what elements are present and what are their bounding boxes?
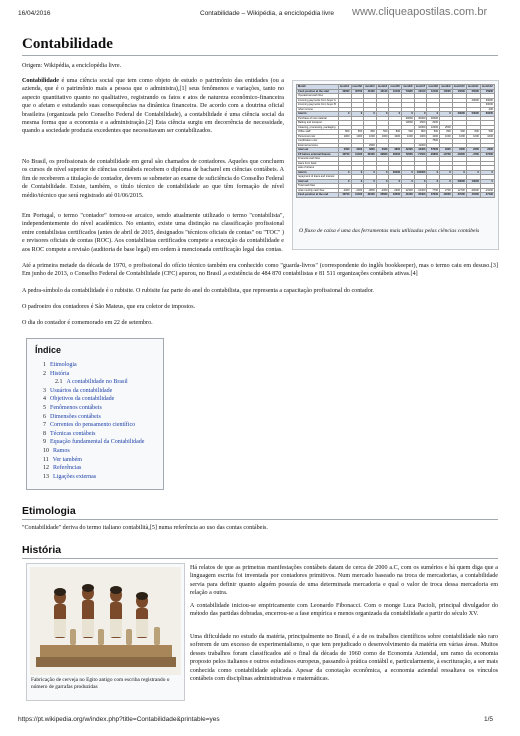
cashflow-cell: 500 bbox=[427, 130, 440, 135]
cashflow-header-cell: month10 bbox=[453, 85, 465, 88]
cashflow-cell: 33500 bbox=[389, 193, 402, 198]
cashflow-row-label: External services bbox=[297, 143, 339, 148]
cashflow-cell: 40700 bbox=[351, 89, 364, 94]
cashflow-cell: 800 bbox=[389, 130, 402, 135]
cashflow-cell: 0 bbox=[402, 112, 415, 117]
footer-url: https://pt.wikipedia.org/w/index.php?title=Contabilidade&printable=yes bbox=[18, 716, 220, 723]
cashflow-table-wrap bbox=[296, 84, 495, 198]
toc-item-number: 2 bbox=[43, 370, 46, 377]
cashflow-cell: 2300 bbox=[480, 148, 494, 153]
toc-item[interactable] bbox=[43, 464, 163, 473]
cashflow-figure bbox=[292, 80, 499, 250]
cashflow-row-label: Operational cash flow bbox=[297, 94, 339, 99]
toc-item-link[interactable]: Equação fundamental da Contabilidade bbox=[50, 439, 145, 446]
cashflow-cell: 0 bbox=[376, 112, 389, 117]
toc-item-number: 1 bbox=[43, 362, 46, 368]
cashflow-cell: 38100 bbox=[364, 193, 377, 198]
cashflow-cell: 0 bbox=[364, 179, 377, 184]
cashflow-cell: 36300 bbox=[389, 152, 402, 157]
cashflow-cell: 2500 bbox=[440, 125, 453, 130]
cashflow-cell: 37000 bbox=[452, 193, 466, 198]
toc-item-link[interactable]: Objetivos da contabilidade bbox=[50, 396, 115, 403]
cashflow-cell: 72600 bbox=[402, 152, 415, 157]
footer-page-number: 1/5 bbox=[484, 716, 494, 723]
cashflow-cell: 0 bbox=[452, 170, 466, 175]
cashflow-cell: 45200 bbox=[466, 193, 480, 198]
cashflow-cell: 41900 bbox=[364, 89, 377, 94]
cashflow-cell: 0 bbox=[402, 179, 415, 184]
cashflow-cell: 40000 bbox=[338, 89, 351, 94]
cashflow-cell: 10000 bbox=[402, 121, 415, 126]
paragraph-dia: O dia do contador é comemorado em 22 de setembro. bbox=[22, 320, 153, 326]
cashflow-cell: 50000 bbox=[466, 112, 480, 117]
cashflow-cell: 1000 bbox=[414, 134, 427, 139]
toc-list bbox=[43, 361, 163, 481]
paragraph-brasil: No Brasil, os profissionais de contabilidade em geral são chamados de contadores. Aqueles que concluem os cursos de nível superior de ciências contábeis recebem o diploma de bacharel em ciências contábeis. A fim de receberem a titulação de contador, devem se submeter ao exame de suficiência do Conselho Federal de Contabilidade. Existe, também, o título técnico de contabilidade ao que têm formação de nível médio/técnico que será registrado até 01/06/2015. bbox=[22, 159, 284, 199]
cashflow-cell: -71500 bbox=[414, 152, 427, 157]
cashflow-cell: 100000 bbox=[414, 170, 427, 175]
cashflow-cell: 10000 bbox=[414, 125, 427, 130]
cashflow-cell: 0 bbox=[351, 170, 364, 175]
toc-item[interactable] bbox=[43, 438, 163, 447]
cashflow-row-label: Total cash flow bbox=[297, 184, 339, 189]
cashflow-cell: 15900 bbox=[480, 89, 494, 94]
cashflow-header-cell: month5 bbox=[390, 85, 400, 88]
cashflow-header-cell: month11 bbox=[467, 85, 479, 88]
cashflow-cell: 9300 bbox=[440, 148, 453, 153]
cashflow-cell: 35300 bbox=[414, 193, 427, 198]
cashflow-cell: 2300 bbox=[466, 148, 480, 153]
cashflow-cell: 800 bbox=[414, 130, 427, 135]
cashflow-cell: 3800 bbox=[364, 148, 377, 153]
cashflow-cell: 0 bbox=[440, 179, 453, 184]
cashflow-row-label: loans from bank bbox=[297, 161, 339, 166]
cashflow-cell: 0 bbox=[338, 179, 351, 184]
toc-item-link[interactable]: Técnicas contábeis bbox=[50, 430, 96, 437]
cashflow-row-label: total in bbox=[297, 170, 339, 175]
toc-title: Índice bbox=[35, 345, 62, 355]
cashflow-cell: 0 bbox=[389, 179, 402, 184]
cashflow-cell: 0 bbox=[427, 170, 440, 175]
toc-item-number: 13 bbox=[43, 473, 49, 480]
toc-item[interactable] bbox=[43, 473, 163, 482]
cashflow-cell: 0 bbox=[351, 112, 364, 117]
cashflow-cell: 1000 bbox=[351, 134, 364, 139]
cashflow-cell: 2300 bbox=[338, 148, 351, 153]
section-heading-historia: História bbox=[22, 544, 62, 556]
cashflow-cell: 12100 bbox=[414, 89, 427, 94]
cashflow-row bbox=[297, 152, 495, 157]
cashflow-cell: 20000 bbox=[452, 179, 466, 184]
toc-item[interactable] bbox=[43, 361, 163, 370]
toc-item-number: 6 bbox=[43, 413, 46, 420]
paragraph-padroeiro: O padroeiro dos contadores é São Mateus, que era coletor de impostos. bbox=[22, 304, 196, 310]
cashflow-cell: 7700 bbox=[427, 188, 440, 193]
cashflow-cell: 0 bbox=[427, 179, 440, 184]
toc-item-link[interactable]: Correntes do pensamento científico bbox=[50, 422, 136, 429]
cashflow-cell: 60200 bbox=[480, 112, 494, 117]
historia-figure bbox=[26, 563, 185, 701]
cashflow-row-label: Office staff bbox=[297, 130, 339, 135]
cashflow-header-cell: month2 bbox=[352, 85, 362, 88]
toc-item-link[interactable]: Dimensões contábeis bbox=[50, 413, 101, 420]
toc-item[interactable] bbox=[43, 456, 163, 465]
historia-paragraph-1: Há relatos de que as primeiras manifestações contábeis datam de cerca de 2000 a.C, com os sumérios e há quem diga que a linguagem escrita foi inventada por contadores primitivos. Num mercado baseado na troca de mercadorias, a contabilidade servia para definir quanto alguém possuía de uma determinada mercadoria e qual o valor de troca dessa mercadoria em relação a outra. bbox=[190, 565, 498, 597]
cashflow-cell: 20000 bbox=[452, 112, 466, 117]
cashflow-cell: 500 bbox=[402, 130, 415, 135]
cashflow-cell: 30000 bbox=[389, 170, 402, 175]
toc-item[interactable] bbox=[43, 370, 163, 379]
cashflow-cell: 42100 bbox=[376, 89, 389, 94]
toc-item[interactable] bbox=[43, 387, 163, 396]
toc-item[interactable] bbox=[43, 421, 163, 430]
cashflow-cell: 2500 bbox=[364, 143, 377, 148]
cashflow-cell: 500 bbox=[480, 130, 494, 135]
cashflow-row-label: Cash position at the end bbox=[297, 193, 339, 198]
cashflow-header-cell: month4 bbox=[377, 85, 388, 88]
cashflow-cell: 30000 bbox=[427, 116, 440, 121]
cashflow-cell: 0 bbox=[440, 112, 453, 117]
intro-paragraph bbox=[22, 77, 284, 136]
intro-bold-term: Contabilidade bbox=[22, 78, 59, 84]
cashflow-cell: -30000 bbox=[466, 188, 480, 193]
cashflow-cell: 74900 bbox=[402, 89, 415, 94]
cashflow-cell: 0 bbox=[389, 112, 402, 117]
etimologia-text: "Contabilidade" deriva do termo italiano contabilità,[5] numa referência ao uso das contas contábeis. bbox=[22, 525, 268, 531]
cashflow-cell: 1000 bbox=[338, 134, 351, 139]
toc-item-number: 11 bbox=[43, 456, 49, 463]
cashflow-cell: 2300 bbox=[452, 148, 466, 153]
cashflow-row-label: Certification cost bbox=[297, 139, 339, 144]
historia-image-caption: Fabricação de cerveja no Egito antigo com escriba registrando o número de garrafas produzidas bbox=[31, 677, 170, 690]
cashflow-cell: 16300 bbox=[414, 148, 427, 153]
toc-item-number: 2.1 bbox=[55, 379, 63, 386]
cashflow-cell: 1000 bbox=[480, 134, 494, 139]
cashflow-cell: 7500 bbox=[427, 139, 440, 144]
cashflow-cell: -3800 bbox=[364, 188, 377, 193]
cashflow-cell: 1000 bbox=[402, 134, 415, 139]
cashflow-row-label: repayment of loans and interest bbox=[297, 175, 339, 180]
cashflow-cell: 1000 bbox=[427, 134, 440, 139]
historia-paragraph-3: Uma dificuldade no estudo da matéria, principalmente no Brasil, é a de os trabalhos científicos sobre contabilidade não raro sofrerem de um excesso de experimentalismo, o que tem prejudicado o desenvolvimento da matéria em várias áreas. Muitos desses trabalhos foram classificados até o final da década de 1960 como de Economia Aziendal, um ramo da economia proposto pelos italianos e outros estudiosos europeus, passando à prática contábil e, particularmente, à escrituração, a ser mais conhecida como contabilidade aplicada. Apesar da conotação econômica, a economia aziendal ressaltava os vínculos contábeis com disciplinas administrativas e matemáticas. bbox=[190, 634, 498, 683]
table-of-contents bbox=[26, 338, 164, 490]
toc-item[interactable] bbox=[43, 413, 163, 422]
cashflow-cell: 0 bbox=[427, 112, 440, 117]
cashflow-cell: 42300 bbox=[402, 188, 415, 193]
cashflow-cell: 40700 bbox=[338, 193, 351, 198]
toc-item[interactable] bbox=[43, 430, 163, 439]
toc-item-number: 9 bbox=[43, 439, 46, 446]
cashflow-cell: 800 bbox=[466, 130, 480, 135]
cashflow-cell: 1000 bbox=[466, 134, 480, 139]
toc-item-number: 5 bbox=[43, 404, 46, 411]
toc-item-link[interactable]: Etimologia bbox=[50, 362, 77, 368]
cashflow-header-cell: month9 bbox=[441, 85, 451, 88]
cashflow-cell: 800 bbox=[364, 130, 377, 135]
cashflow-cell: 0 bbox=[338, 112, 351, 117]
cashflow-cell: 47100 bbox=[480, 193, 494, 198]
cashflow-cell: 35800 bbox=[376, 193, 389, 198]
cashflow-cell: 15000 bbox=[452, 89, 466, 94]
paragraph-decada: Até a primeira metade da década de 1970, o profissional do ofício técnico também era conhecido como "guarda-livros" (correspondente do inglês bookkeeper), mas o termo caiu em desuso.[3] Em junho de 2013, o Conselho Federal de Contabilidade (CFC) apurou, no Brasil ,a existência de 484 870 contabilistas e 81 511 organizações contábeis ativas.[4] bbox=[22, 263, 498, 278]
cashflow-row-label: total out bbox=[297, 179, 339, 184]
cashflow-cell: 12100 bbox=[427, 89, 440, 94]
cashflow-cell: 2000 bbox=[427, 121, 440, 126]
toc-item-link[interactable]: Ligações externas bbox=[53, 473, 97, 480]
cashflow-row-label: Cleaning, processing, packaging bbox=[297, 125, 339, 130]
cashflow-cell: 2700 bbox=[440, 188, 453, 193]
section-heading-etimologia: Etimologia bbox=[22, 505, 76, 517]
cashflow-cell: 20000 bbox=[466, 98, 480, 103]
print-date: 16/04/2016 bbox=[18, 10, 51, 17]
egyptian-brewing-image bbox=[30, 567, 181, 675]
cashflow-cell: 12700 bbox=[452, 188, 466, 193]
cashflow-cell: 1000 bbox=[440, 134, 453, 139]
cashflow-cell: 10000 bbox=[427, 125, 440, 130]
cashflow-cell: 0 bbox=[338, 170, 351, 175]
toc-item[interactable] bbox=[43, 378, 163, 387]
cashflow-cell: -2300 bbox=[389, 188, 402, 193]
cashflow-row-label: incoming payments from buyer B bbox=[297, 103, 339, 108]
cashflow-header-cell: month7 bbox=[415, 85, 426, 88]
toc-item-link[interactable]: Fenômenos contábeis bbox=[50, 404, 102, 411]
cashflow-row-label: sale of shares bbox=[297, 166, 339, 171]
cashflow-cell: 0 bbox=[402, 170, 415, 175]
cashflow-cell: 2300 bbox=[376, 148, 389, 153]
cashflow-cell: -16300 bbox=[414, 188, 427, 193]
cashflow-row bbox=[297, 193, 495, 198]
cashflow-cell: 0 bbox=[440, 170, 453, 175]
cashflow-cell: 1000 bbox=[376, 134, 389, 139]
cashflow-cell: 42300 bbox=[402, 148, 415, 153]
cashflow-cell: 38100 bbox=[364, 152, 377, 157]
cashflow-cell: 42000 bbox=[440, 193, 453, 198]
cashflow-cell: 500 bbox=[452, 130, 466, 135]
toc-item-link[interactable]: A contabilidade no Brasil bbox=[66, 379, 128, 386]
cashflow-cell: 30000 bbox=[480, 103, 494, 108]
cashflow-cell: -2300 bbox=[338, 188, 351, 193]
paragraph-simbolo: A pedra-símbolo da contabilidade é o rubisite. O rubisite faz parte do anel do contabilista, que representa a capacitação profissional do contador. bbox=[22, 288, 374, 294]
cashflow-cell: 0 bbox=[480, 179, 494, 184]
toc-item-link[interactable]: Ver também bbox=[52, 456, 82, 463]
cashflow-row-label: CF before external finance bbox=[297, 152, 339, 157]
cashflow-cell: 13500 bbox=[440, 89, 453, 94]
toc-item-link[interactable]: Usuários da contabilidade bbox=[50, 387, 113, 394]
cashflow-cell: 42100 bbox=[389, 89, 402, 94]
historia-paragraph-2: A contabilidade iniciou-se empiricamente com Leonardo Fibonacci. Com o monge Luca Pacioli, principal divulgador do método das partidas dobradas, encerrou-se a fase empírica e menos organizada da contabilidade a partir do século XV. bbox=[190, 603, 498, 618]
cashflow-cell: 39800 bbox=[376, 152, 389, 157]
cashflow-row-label: other income bbox=[297, 107, 339, 112]
cashflow-cell: 30000 bbox=[402, 116, 415, 121]
cashflow-header-cell: month8 bbox=[428, 85, 438, 88]
cashflow-cell: -29800 bbox=[427, 152, 440, 157]
cashflow-cell: 37000 bbox=[427, 193, 440, 198]
intro-text: é uma ciência social que tem como objeto de estudo o patrimônio das entidades (ou a azienda, que é o patrimônio mais a pessoa que o administra),[1] seus fenômenos e variações, tanto no aspecto quantitativo quanto no qualitativo, registrando os fatos e atos de natureza econômico-financeira que o afetam e estudando suas consequências na dinâmica financeira. De acordo com a doutrina oficial brasileira (organizada pelo Conselho Federal de Contabilidade), a contabilidade é uma ciência social da mesma forma que a economia e a administração.[2] Esta ciência surgiu em decorrência de necessidade, quando a sociedade produzia excedentes que necessitavam ser contabilizados. bbox=[22, 78, 284, 135]
cashflow-cell: 30000 bbox=[480, 98, 494, 103]
cashflow-cell: 0 bbox=[376, 170, 389, 175]
toc-item-number: 7 bbox=[43, 422, 46, 429]
cashflow-cell: -13700 bbox=[440, 152, 453, 157]
cashflow-row-label: Batting and transport bbox=[297, 121, 339, 126]
cashflow-cell: -21100 bbox=[480, 188, 494, 193]
cashflow-row-label: Personnel cost bbox=[297, 134, 339, 139]
cashflow-cell: 800 bbox=[338, 130, 351, 135]
cashflow-cell: 3800 bbox=[389, 148, 402, 153]
cashflow-cell: 41400 bbox=[351, 152, 364, 157]
paragraph-portugal: Em Portugal, o termo "contador" tornou-se arcaico, sendo atualmente utilizado o termo "contabilista", independentemente do nível académico. No entanto, existe uma distinção na classificação profissional entre contabilistas certificados (antes de abril de 2015, designados "técnicos oficiais de contas" ou "TOC" ) e revisores oficiais de contas (ROC). Aos contabilistas certificados compete a execução da contabilidade e aos ROC compete a revisão (auditoria de base legal) em ordem à mencionada certificação legal das contas. bbox=[22, 213, 284, 253]
cashflow-cell: 57000 bbox=[427, 148, 440, 153]
toc-item-link[interactable]: Ramos bbox=[53, 447, 70, 454]
cashflow-cell: -4700 bbox=[466, 152, 480, 157]
cashflow-cell: 41400 bbox=[351, 193, 364, 198]
cashflow-row-label: incoming payments from buyer A bbox=[297, 98, 339, 103]
cashflow-cell: 25000 bbox=[466, 89, 480, 94]
cashflow-cell: 500 bbox=[376, 130, 389, 135]
print-title: Contabilidade – Wikipédia, a enciclopédia livre bbox=[200, 10, 335, 17]
origin-note: Origem: Wikipédia, a enciclopédia livre. bbox=[22, 63, 122, 69]
cashflow-cell: 0 bbox=[414, 179, 427, 184]
cashflow-cell: 0 bbox=[364, 170, 377, 175]
cashflow-header-cell: Month bbox=[297, 85, 339, 90]
cashflow-row-label: total in bbox=[297, 112, 339, 117]
cashflow-table bbox=[296, 84, 495, 198]
cashflow-cell: 10000 bbox=[466, 179, 480, 184]
toc-item[interactable] bbox=[43, 404, 163, 413]
cashflow-cell: 0 bbox=[364, 112, 377, 117]
cashflow-header-cell: month6 bbox=[403, 85, 413, 88]
toc-item-number: 12 bbox=[43, 465, 49, 472]
toc-item[interactable] bbox=[43, 447, 163, 456]
toc-item-number: 8 bbox=[43, 430, 46, 437]
cashflow-cell: 41600 bbox=[402, 193, 415, 198]
cashflow-row-label: Purchase of raw material bbox=[297, 116, 339, 121]
cashflow-cell: 0 bbox=[351, 179, 364, 184]
cashflow-cell: 800 bbox=[440, 130, 453, 135]
etimologia-divider bbox=[22, 519, 498, 520]
cashflow-cell: -2300 bbox=[376, 188, 389, 193]
toc-item-link[interactable]: Referências bbox=[53, 465, 82, 472]
cashflow-row-label: Financial cash flow bbox=[297, 157, 339, 162]
cashflow-cell: 30000 bbox=[414, 116, 427, 121]
historia-divider bbox=[22, 558, 498, 559]
cashflow-header-cell: month3 bbox=[365, 85, 375, 88]
toc-item[interactable] bbox=[43, 395, 163, 404]
cashflow-cell: -2300 bbox=[351, 188, 364, 193]
title-divider bbox=[22, 55, 498, 56]
cashflow-cell: 0 bbox=[466, 170, 480, 175]
cashflow-cell: 0 bbox=[414, 112, 427, 117]
cashflow-cell: 27300 bbox=[480, 152, 494, 157]
cashflow-cell: 1000 bbox=[364, 134, 377, 139]
toc-item-number: 4 bbox=[43, 396, 46, 403]
cashflow-cell: 3300 bbox=[351, 148, 364, 153]
cashflow-header-cell: month1 bbox=[339, 85, 350, 88]
cashflow-row-label: Cash position at the start bbox=[297, 89, 339, 94]
cashflow-cell: 500 bbox=[351, 130, 364, 135]
watermark: www.cliqueapostilas.com.br bbox=[352, 6, 488, 18]
cashflow-cell: 1000 bbox=[389, 134, 402, 139]
page-title: Contabilidade bbox=[22, 36, 113, 52]
cashflow-cell: 200 bbox=[480, 107, 494, 112]
cashflow-row-label: total monthly cash flow bbox=[297, 188, 339, 193]
cashflow-row-label: total out bbox=[297, 148, 339, 153]
cashflow-cell: 0 bbox=[376, 179, 389, 184]
cashflow-cell: 11000 bbox=[414, 143, 427, 148]
cashflow-row bbox=[297, 89, 495, 94]
figure-caption: O fluxo de caixa é uma das ferramentas mais utilizadas pelas ciências contábeis bbox=[299, 228, 480, 234]
toc-item-number: 3 bbox=[43, 387, 46, 394]
cashflow-cell: 2500 bbox=[414, 121, 427, 126]
cashflow-cell: 0 bbox=[480, 170, 494, 175]
cashflow-cell: -16300 bbox=[452, 152, 466, 157]
toc-item-number: 10 bbox=[43, 447, 49, 454]
toc-item-link[interactable]: História bbox=[50, 370, 70, 377]
cashflow-header-cell: month12 bbox=[481, 85, 493, 88]
cashflow-cell: 1000 bbox=[452, 134, 466, 139]
cashflow-cell: 40700 bbox=[338, 152, 351, 157]
